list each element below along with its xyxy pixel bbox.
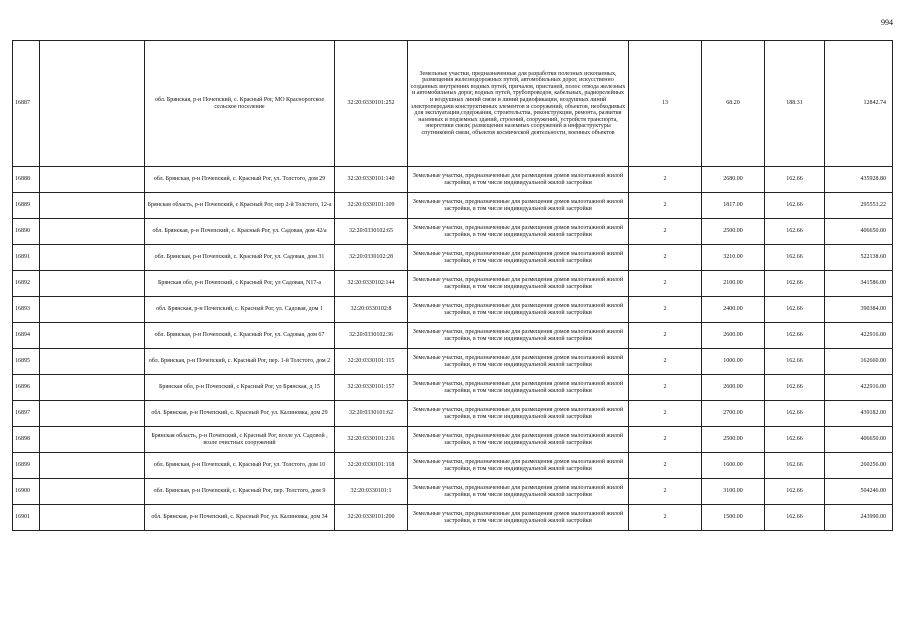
- address-cell: обл. Брянская, р-н Почепский, с. Красный Рог, МО Краснорогское сельское поселение: [145, 41, 335, 167]
- cadastral-number-cell: 32:20:0330101:115: [335, 349, 408, 375]
- cadastral-value-cell: 422916.00: [825, 323, 893, 349]
- group-cell: 2: [629, 375, 702, 401]
- empty-cell: [40, 193, 145, 219]
- land-registry-table: [12, 40, 893, 531]
- row-id: 16887: [13, 41, 40, 167]
- empty-cell: [40, 349, 145, 375]
- empty-cell: [40, 297, 145, 323]
- rate-cell: 162.66: [765, 427, 825, 453]
- cadastral-number-cell: 32:20:0330102:144: [335, 271, 408, 297]
- group-cell: 2: [629, 297, 702, 323]
- rate-cell: 162.66: [765, 245, 825, 271]
- row-id: 16893: [13, 297, 40, 323]
- cadastral-number-cell: 32:20:0330102:28: [335, 245, 408, 271]
- group-cell: 2: [629, 323, 702, 349]
- cadastral-number-cell: 32:20:0330101:1: [335, 479, 408, 505]
- cadastral-value-cell: 435928.80: [825, 167, 893, 193]
- cadastral-value-cell: 260256.00: [825, 453, 893, 479]
- address-cell: обл. Брянская, р-н Почепский, с. Красный Рог, ул. Калиновка, дом 34: [145, 505, 335, 531]
- land-purpose-cell: Земельные участки, предназначенные для размещения домов малоэтажной жилой застройки, в том числе индивидуальной жилой застройки: [408, 297, 629, 323]
- cadastral-value-cell: 422916.00: [825, 375, 893, 401]
- table-row: [13, 375, 893, 401]
- address-cell: обл. Брянская, р-н Почепский, с. Красный Рог, ул. Калиновка, дом 29: [145, 401, 335, 427]
- empty-cell: [40, 479, 145, 505]
- area-cell: 3210.00: [702, 245, 765, 271]
- cadastral-value-cell: 504246.00: [825, 479, 893, 505]
- table-row: [13, 219, 893, 245]
- table-row: [13, 479, 893, 505]
- cadastral-number-cell: 32:20:0330102:8: [335, 297, 408, 323]
- group-cell: 2: [629, 349, 702, 375]
- table-row: [13, 427, 893, 453]
- land-purpose-cell: Земельные участки, предназначенные для размещения домов малоэтажной жилой застройки, в том числе индивидуальной жилой застройки: [408, 219, 629, 245]
- group-cell: 2: [629, 479, 702, 505]
- group-cell: 2: [629, 505, 702, 531]
- row-id: 16896: [13, 375, 40, 401]
- group-cell: 2: [629, 427, 702, 453]
- cadastral-value-cell: 12842.74: [825, 41, 893, 167]
- row-id: 16892: [13, 271, 40, 297]
- cadastral-value-cell: 341586.00: [825, 271, 893, 297]
- address-cell: Брянская область, р-н Почепский, с Красный Рог, возле ул. Садовой , возле очистных сооружений: [145, 427, 335, 453]
- empty-cell: [40, 453, 145, 479]
- table-row: [13, 271, 893, 297]
- table-row: [13, 453, 893, 479]
- rate-cell: 162.66: [765, 219, 825, 245]
- table-row: [13, 297, 893, 323]
- cadastral-number-cell: 32:20:0330101:216: [335, 427, 408, 453]
- cadastral-number-cell: 32:20:0330101:118: [335, 453, 408, 479]
- cadastral-value-cell: 439182.00: [825, 401, 893, 427]
- land-purpose-cell: Земельные участки, предназначенные для размещения домов малоэтажной жилой застройки, в том числе индивидуальной жилой застройки: [408, 427, 629, 453]
- table-row: [13, 245, 893, 271]
- group-cell: 2: [629, 219, 702, 245]
- row-id: 16890: [13, 219, 40, 245]
- address-cell: обл. Брянская, р-н Почепский, с. Красный Рог, пер. 1-й Толстого, дом 2: [145, 349, 335, 375]
- group-cell: 2: [629, 271, 702, 297]
- address-cell: обл. Брянская, р-н Почепский, с. Красный Рог, ул. Садовая, дом 31: [145, 245, 335, 271]
- table-row: [13, 193, 893, 219]
- area-cell: 2680.00: [702, 167, 765, 193]
- empty-cell: [40, 427, 145, 453]
- address-cell: обл. Брянская, р-н Почепский, с. Красный Рог, ул. Толстого, дом 10: [145, 453, 335, 479]
- cadastral-number-cell: 32:20:0330101:200: [335, 505, 408, 531]
- empty-cell: [40, 219, 145, 245]
- address-cell: обл. Брянская, р-н Почепский, с. Красный Рог, ул. Садовая, дом 67: [145, 323, 335, 349]
- address-cell: обл. Брянская, р-н Почепский, с. Красный Рог, ул. Садовая, дом 42/а: [145, 219, 335, 245]
- land-purpose-cell: Земельные участки, предназначенные для размещения домов малоэтажной жилой застройки, в том числе индивидуальной жилой застройки: [408, 401, 629, 427]
- rate-cell: 162.66: [765, 271, 825, 297]
- row-id: 16899: [13, 453, 40, 479]
- address-cell: обл. Брянская, р-н Почепский, с. Красный Рог, ул. Толстого, дом 29: [145, 167, 335, 193]
- address-cell: Брянская область, р-н Почепский, с Красный Рог, пер 2-й Толстого, 12-а: [145, 193, 335, 219]
- rate-cell: 162.66: [765, 479, 825, 505]
- row-id: 16894: [13, 323, 40, 349]
- cadastral-number-cell: 32:20:0330101:157: [335, 375, 408, 401]
- rate-cell: 162.66: [765, 297, 825, 323]
- group-cell: 13: [629, 41, 702, 167]
- land-purpose-cell: Земельные участки, предназначенные для разработки полезных ископаемых, размещения железнодорожных путей, автомобильных дорог, искусственно созданных внутренних водных путей, причалов, пристаней, полос отвода железных и автомобильных дорог, водных путей, трубопроводов, кабельных, радиорелейных и воздушных линий связи и линий радиофикации, воздушных линий электропередачи конструктивных элементов и сооружений, объектов, необходимых для эксплуатации,содержания, строительства, реконструкции, ремонта, развития наземных и подземных зданий, строений, сооружений, устройств транспорта, энергетики связи; размещения наземных сооружений и инфраструктуры спутниковой связи, объектов космической деятельности, военных объектов: [408, 41, 629, 167]
- table-body: [13, 41, 893, 531]
- rate-cell: 162.66: [765, 375, 825, 401]
- address-cell: Брянская обл, р-н Почепский, с Красный Рог, ул Садовая, N17-а: [145, 271, 335, 297]
- row-id: 16888: [13, 167, 40, 193]
- cadastral-number-cell: 32:20:0330102:65: [335, 219, 408, 245]
- table-row: [13, 401, 893, 427]
- land-purpose-cell: Земельные участки, предназначенные для размещения домов малоэтажной жилой застройки, в том числе индивидуальной жилой застройки: [408, 193, 629, 219]
- area-cell: 1500.00: [702, 505, 765, 531]
- cadastral-number-cell: 32:20:0330101:252: [335, 41, 408, 167]
- row-id: 16898: [13, 427, 40, 453]
- land-purpose-cell: Земельные участки, предназначенные для размещения домов малоэтажной жилой застройки, в том числе индивидуальной жилой застройки: [408, 245, 629, 271]
- empty-cell: [40, 505, 145, 531]
- cadastral-number-cell: 32:20:0330101:109: [335, 193, 408, 219]
- table-row: [13, 41, 893, 167]
- empty-cell: [40, 375, 145, 401]
- area-cell: 2500.00: [702, 219, 765, 245]
- land-purpose-cell: Земельные участки, предназначенные для размещения домов малоэтажной жилой застройки, в том числе индивидуальной жилой застройки: [408, 323, 629, 349]
- group-cell: 2: [629, 167, 702, 193]
- cadastral-value-cell: 406650.00: [825, 427, 893, 453]
- address-cell: обл. Брянская, р-н Почепский, с. Красный Рог, пер. Толстого, дом 9: [145, 479, 335, 505]
- cadastral-value-cell: 295553.22: [825, 193, 893, 219]
- group-cell: 2: [629, 245, 702, 271]
- rate-cell: 162.66: [765, 349, 825, 375]
- table-row: [13, 323, 893, 349]
- address-cell: Брянская обл, р-н Почепский, с Красный Рог, ул Брянская, д 15: [145, 375, 335, 401]
- group-cell: 2: [629, 193, 702, 219]
- area-cell: 2700.00: [702, 401, 765, 427]
- group-cell: 2: [629, 453, 702, 479]
- rate-cell: 162.66: [765, 193, 825, 219]
- row-id: 16891: [13, 245, 40, 271]
- row-id: 16901: [13, 505, 40, 531]
- area-cell: 68.20: [702, 41, 765, 167]
- area-cell: 2600.00: [702, 375, 765, 401]
- land-purpose-cell: Земельные участки, предназначенные для размещения домов малоэтажной жилой застройки, в том числе индивидуальной жилой застройки: [408, 271, 629, 297]
- cadastral-value-cell: 390384.00: [825, 297, 893, 323]
- land-purpose-cell: Земельные участки, предназначенные для размещения домов малоэтажной жилой застройки, в том числе индивидуальной жилой застройки: [408, 479, 629, 505]
- cadastral-value-cell: 243990.00: [825, 505, 893, 531]
- cadastral-value-cell: 162660.00: [825, 349, 893, 375]
- land-purpose-cell: Земельные участки, предназначенные для размещения домов малоэтажной жилой застройки, в том числе индивидуальной жилой застройки: [408, 167, 629, 193]
- cadastral-number-cell: 32:20:0330101:140: [335, 167, 408, 193]
- rate-cell: 162.66: [765, 505, 825, 531]
- empty-cell: [40, 323, 145, 349]
- cadastral-value-cell: 522138.60: [825, 245, 893, 271]
- area-cell: 1817.00: [702, 193, 765, 219]
- cadastral-number-cell: 32:20:0330101:62: [335, 401, 408, 427]
- empty-cell: [40, 401, 145, 427]
- land-purpose-cell: Земельные участки, предназначенные для размещения домов малоэтажной жилой застройки, в том числе индивидуальной жилой застройки: [408, 453, 629, 479]
- rate-cell: 162.66: [765, 167, 825, 193]
- area-cell: 3100.00: [702, 479, 765, 505]
- rate-cell: 188.31: [765, 41, 825, 167]
- cadastral-value-cell: 406650.00: [825, 219, 893, 245]
- area-cell: 1600.00: [702, 453, 765, 479]
- area-cell: 2100.00: [702, 271, 765, 297]
- rate-cell: 162.66: [765, 401, 825, 427]
- area-cell: 2500.00: [702, 427, 765, 453]
- empty-cell: [40, 271, 145, 297]
- table-row: [13, 167, 893, 193]
- empty-cell: [40, 245, 145, 271]
- page-number: 994: [881, 18, 893, 27]
- table-row: [13, 505, 893, 531]
- cadastral-number-cell: 32:20:0330102:36: [335, 323, 408, 349]
- address-cell: обл. Брянская, р-н Почепский, с. Красный Рог, ул. Садовая, дом 1: [145, 297, 335, 323]
- row-id: 16897: [13, 401, 40, 427]
- group-cell: 2: [629, 401, 702, 427]
- area-cell: 2400.00: [702, 297, 765, 323]
- land-purpose-cell: Земельные участки, предназначенные для размещения домов малоэтажной жилой застройки, в том числе индивидуальной жилой застройки: [408, 375, 629, 401]
- row-id: 16889: [13, 193, 40, 219]
- land-purpose-cell: Земельные участки, предназначенные для размещения домов малоэтажной жилой застройки, в том числе индивидуальной жилой застройки: [408, 349, 629, 375]
- empty-cell: [40, 41, 145, 167]
- row-id: 16895: [13, 349, 40, 375]
- area-cell: 2600.00: [702, 323, 765, 349]
- row-id: 16900: [13, 479, 40, 505]
- rate-cell: 162.66: [765, 453, 825, 479]
- area-cell: 1000.00: [702, 349, 765, 375]
- land-purpose-cell: Земельные участки, предназначенные для размещения домов малоэтажной жилой застройки, в том числе индивидуальной жилой застройки: [408, 505, 629, 531]
- rate-cell: 162.66: [765, 323, 825, 349]
- table-row: [13, 349, 893, 375]
- empty-cell: [40, 167, 145, 193]
